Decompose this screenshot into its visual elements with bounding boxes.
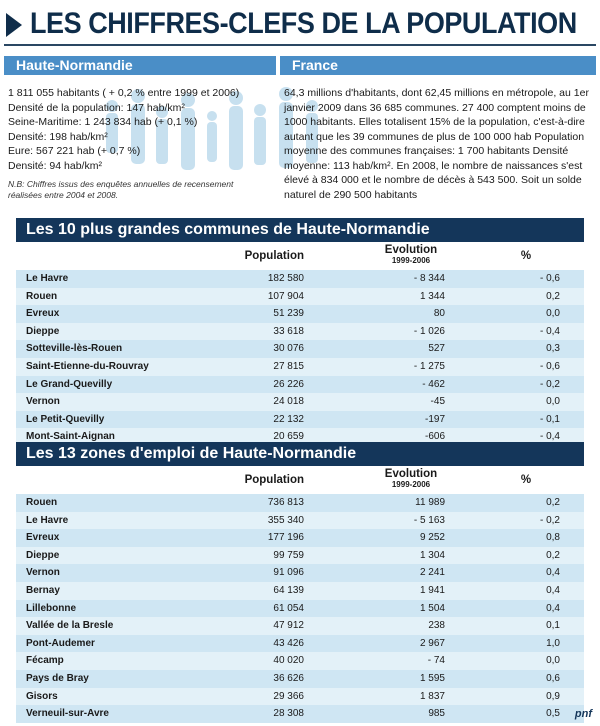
table-row xyxy=(16,617,584,635)
cell-percent: 0,0 xyxy=(546,308,560,320)
cell-percent: 0,4 xyxy=(546,602,560,614)
cell-percent: 0,3 xyxy=(546,343,560,355)
cell-population: 99 759 xyxy=(273,549,304,561)
cell-percent: - 0,1 xyxy=(539,413,560,425)
stat-line: Densité: 94 hab/km² xyxy=(8,159,102,172)
cell-percent: 0,0 xyxy=(546,655,560,667)
cell-percent: 0,6 xyxy=(546,672,560,684)
cell-percent: - 0,6 xyxy=(539,273,560,284)
cell-percent: - 0,6 xyxy=(539,360,560,372)
france-text: 64,3 millions d'habitants, dont 62,45 millions en métropole, au 1er janvier 2009 dans 36 685 communes. 27 400 comptent moins de 1000 habitants. Elles totalisent 15% de la population, c'est-à-dire autant que les 39 communes de plus de 100 000 hab Population moyenne des communes françaises: 1 700 habitants Densité moyenne: 113 hab/km². En 2008, le nombre de naissances s'est élevé à 834 000 et le nombre de décès à 543 500. Soit un solde naturel de 290 500 habitants xyxy=(284,87,589,201)
haute-normandie-header: Haute-Normandie xyxy=(4,56,276,75)
cell-population: 40 020 xyxy=(273,655,304,667)
cell-population: 20 659 xyxy=(273,431,304,443)
stat-line: Densité: 198 hab/km² xyxy=(8,130,108,143)
cell-name: Vallée de la Bresle xyxy=(26,620,114,632)
cell-population: 26 226 xyxy=(273,378,304,390)
cell-percent: 0,2 xyxy=(546,290,560,302)
cell-percent: - 0,4 xyxy=(539,431,560,443)
zones-table-body xyxy=(16,494,584,723)
table-row xyxy=(16,547,584,565)
cell-percent: 0,4 xyxy=(546,584,560,596)
cell-evolution: 2 967 xyxy=(419,637,445,649)
table-row xyxy=(16,411,584,429)
cell-population: 36 626 xyxy=(273,672,304,684)
cell-name: Saint-Etienne-du-Rouvray xyxy=(26,360,149,372)
stat-line: Seine-Maritime: 1 243 834 hab (+ 0,1 %) xyxy=(8,116,198,128)
cell-population: 61 054 xyxy=(273,602,304,614)
cell-population: 91 096 xyxy=(273,567,304,579)
column-header-evolution xyxy=(366,468,456,489)
cell-name: Sotteville-lès-Rouen xyxy=(26,343,123,355)
column-header-evolution-period: 1999-2006 xyxy=(391,256,431,265)
cell-evolution: 1 941 xyxy=(419,584,445,596)
table-row xyxy=(16,670,584,688)
cell-evolution: 985 xyxy=(428,708,445,720)
table-row xyxy=(16,323,584,341)
table-row xyxy=(16,305,584,323)
cell-percent: 0,1 xyxy=(546,620,560,632)
table-row xyxy=(16,376,584,394)
cell-name: Rouen xyxy=(26,497,58,508)
cell-percent: 0,5 xyxy=(546,708,560,720)
cell-population: 47 912 xyxy=(273,620,304,632)
credit-logo: pnf xyxy=(574,708,592,720)
cell-evolution: -606 xyxy=(424,431,445,443)
cell-name: Pays de Bray xyxy=(26,672,89,684)
cell-name: Dieppe xyxy=(26,325,60,337)
cell-name: Pont-Audemer xyxy=(26,637,95,649)
stat-line: Densité de la population: 147 hab/km² xyxy=(8,101,185,114)
cell-name: Le Havre xyxy=(26,273,69,284)
table-row xyxy=(16,393,584,411)
table-row xyxy=(16,582,584,600)
zones-table-title: Les 13 zones d'emploi de Haute-Normandie xyxy=(16,442,584,466)
cell-evolution: 80 xyxy=(433,308,445,320)
title-bar xyxy=(0,6,600,44)
cell-name: Le Grand-Quevilly xyxy=(26,378,113,390)
cell-name: Mont-Saint-Aignan xyxy=(26,431,115,443)
table-row xyxy=(16,705,584,723)
cell-percent: - 0,2 xyxy=(539,514,560,526)
cell-evolution: 2 241 xyxy=(419,567,445,579)
cell-name: Fécamp xyxy=(26,655,64,667)
cell-name: Evreux xyxy=(26,308,60,320)
cell-name: Vernon xyxy=(26,567,60,579)
cell-name: Rouen xyxy=(26,290,58,302)
cell-percent: 0,0 xyxy=(546,396,560,408)
cell-evolution: -197 xyxy=(424,413,445,425)
cell-evolution: 11 989 xyxy=(415,497,445,508)
cell-percent: 0,2 xyxy=(546,497,560,508)
cell-population: 27 815 xyxy=(273,360,304,372)
cell-population: 107 904 xyxy=(267,290,304,302)
column-header-evolution-period: 1999-2006 xyxy=(391,480,431,489)
table-row xyxy=(16,652,584,670)
cell-name: Evreux xyxy=(26,532,60,544)
cell-percent: 0,9 xyxy=(546,690,560,702)
zones-table xyxy=(16,442,584,723)
communes-table-body xyxy=(16,270,584,446)
table-row xyxy=(16,340,584,358)
cell-population: 177 196 xyxy=(267,532,304,544)
cell-percent: 0,4 xyxy=(546,567,560,579)
title-rule xyxy=(4,44,596,46)
cell-evolution: - 74 xyxy=(427,655,445,667)
cell-name: Lillebonne xyxy=(26,602,76,614)
cell-evolution: - 1 026 xyxy=(413,325,445,337)
communes-table xyxy=(16,218,584,446)
zones-table-header xyxy=(16,466,584,494)
cell-name: Gisors xyxy=(26,690,58,702)
cell-evolution: 527 xyxy=(428,343,445,355)
cell-percent: 0,8 xyxy=(546,532,560,544)
haute-normandie-stats xyxy=(8,86,268,173)
cell-name: Dieppe xyxy=(26,549,60,561)
column-header-population: Population xyxy=(244,474,304,486)
cell-evolution: - 462 xyxy=(422,378,445,390)
cell-evolution: - 8 344 xyxy=(413,273,445,284)
france-header: France xyxy=(280,56,596,75)
cell-name: Bernay xyxy=(26,584,60,596)
cell-population: 22 132 xyxy=(273,413,304,425)
cell-evolution: 1 344 xyxy=(419,290,445,302)
cell-name: Verneuil-sur-Avre xyxy=(26,708,109,720)
cell-name: Vernon xyxy=(26,396,60,408)
cell-evolution: 1 304 xyxy=(419,549,445,561)
cell-population: 182 580 xyxy=(267,273,304,284)
table-row xyxy=(16,564,584,582)
cell-evolution: 1 595 xyxy=(419,672,445,684)
stat-line: 1 811 055 habitants ( + 0,2 % entre 1999 et 2006) xyxy=(8,87,240,99)
column-header-evolution-label: Evolution xyxy=(384,244,438,256)
cell-percent: - 0,2 xyxy=(539,378,560,390)
communes-table-header xyxy=(16,242,584,270)
cell-population: 30 076 xyxy=(273,343,304,355)
cell-population: 51 239 xyxy=(273,308,304,320)
column-header-evolution-label: Evolution xyxy=(384,468,438,480)
column-header-evolution xyxy=(366,244,456,265)
column-header-percent: % xyxy=(520,474,532,486)
cell-population: 736 813 xyxy=(267,497,304,508)
table-row xyxy=(16,529,584,547)
table-row xyxy=(16,494,584,512)
column-header-population: Population xyxy=(244,250,304,262)
play-arrow-icon xyxy=(6,13,22,37)
cell-name: Le Petit-Quevilly xyxy=(26,413,105,425)
cell-evolution: 1 837 xyxy=(419,690,445,702)
stat-line: Eure: 567 221 hab (+ 0,7 %) xyxy=(8,145,141,157)
cell-population: 28 308 xyxy=(273,708,304,720)
cell-name: Le Havre xyxy=(26,514,69,526)
cell-evolution: 238 xyxy=(428,620,445,632)
table-row xyxy=(16,512,584,530)
cell-population: 355 340 xyxy=(267,514,304,526)
cell-percent: 0,2 xyxy=(546,549,560,561)
communes-table-title: Les 10 plus grandes communes de Haute-Normandie xyxy=(16,218,584,242)
table-row xyxy=(16,270,584,288)
cell-evolution: 1 504 xyxy=(419,602,445,614)
cell-percent: - 0,4 xyxy=(539,325,560,337)
cell-evolution: - 1 275 xyxy=(413,360,445,372)
table-row xyxy=(16,358,584,376)
cell-population: 64 139 xyxy=(273,584,304,596)
table-row xyxy=(16,688,584,706)
table-row xyxy=(16,635,584,653)
cell-evolution: 9 252 xyxy=(419,532,445,544)
cell-population: 24 018 xyxy=(273,396,304,408)
cell-percent: 1,0 xyxy=(546,637,560,649)
column-header-percent: % xyxy=(520,250,532,262)
page-title: LES CHIFFRES-CLEFS DE LA POPULATION xyxy=(30,7,577,40)
table-row xyxy=(16,600,584,618)
cell-population: 33 618 xyxy=(273,325,304,337)
cell-population: 29 366 xyxy=(273,690,304,702)
cell-population: 43 426 xyxy=(273,637,304,649)
cell-evolution: - 5 163 xyxy=(413,514,445,526)
source-note: N.B: Chiffres issus des enquêtes annuelles de recensement réalisées entre 2004 et 2008. xyxy=(8,179,234,200)
cell-evolution: -45 xyxy=(430,396,445,408)
table-row xyxy=(16,288,584,306)
